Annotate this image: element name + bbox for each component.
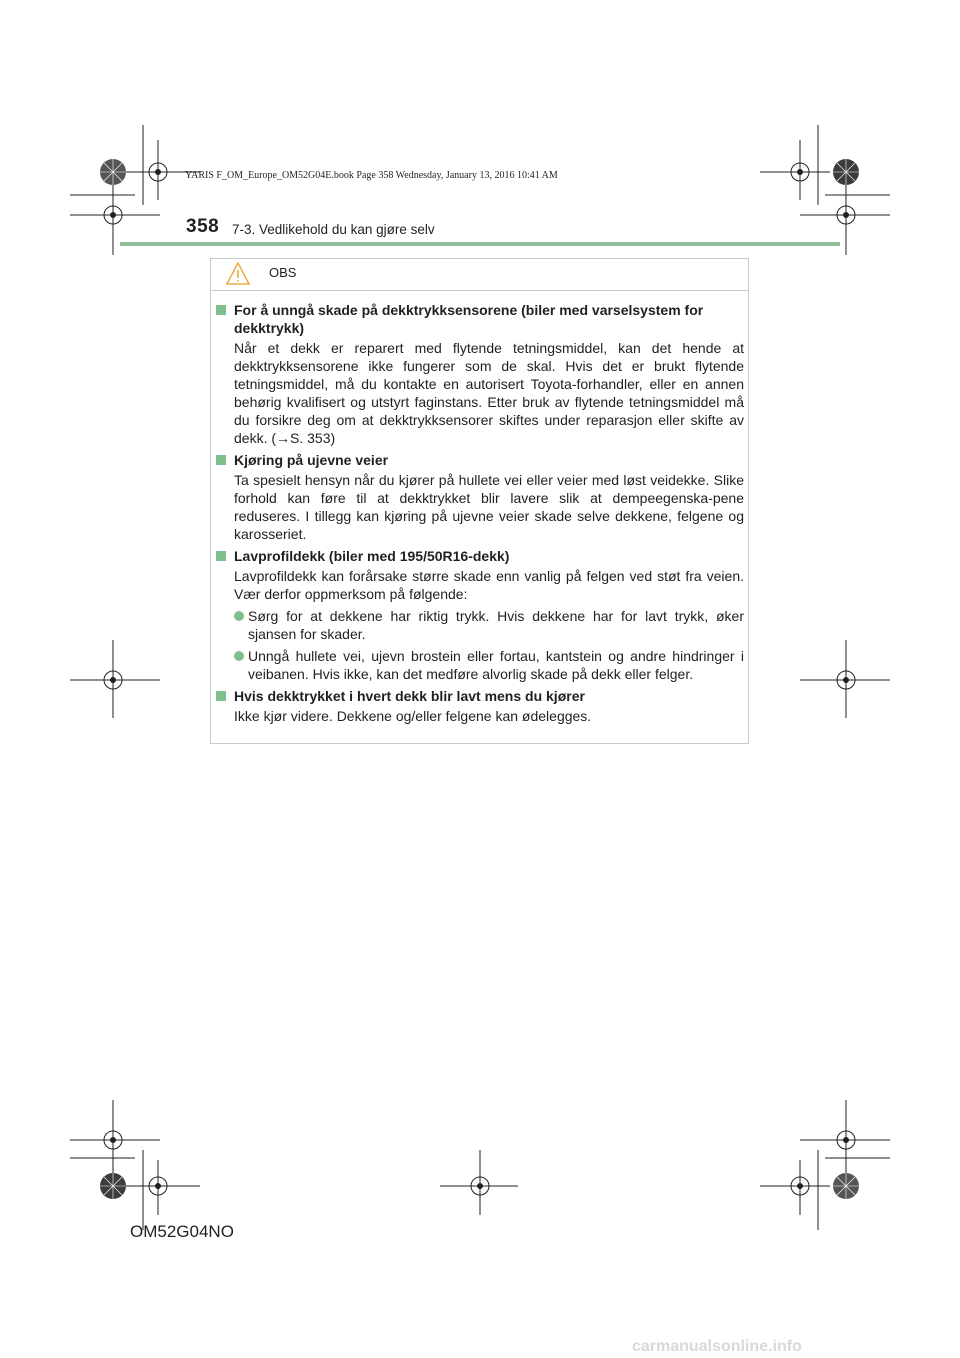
caution-item xyxy=(216,301,744,447)
caution-item xyxy=(216,451,744,543)
caution-box xyxy=(210,258,749,744)
caution-sub-item xyxy=(234,607,744,643)
section-title: 7-3. Vedlikehold du kan gjøre selv xyxy=(232,222,435,237)
footer-code: OM52G04NO xyxy=(130,1222,234,1241)
caution-item-title: Lavprofildekk (biler med 195/50R16-dekk) xyxy=(234,548,510,564)
caution-item-title: Kjøring på ujevne veier xyxy=(234,452,389,468)
caution-item-text: Lavprofildekk kan forårsake større skade enn vanlig på felgen ved støt fra veien. Vær derfor oppmerksom på følgende: xyxy=(234,568,744,602)
header-rule xyxy=(120,242,840,246)
caution-item xyxy=(216,547,744,683)
caution-body xyxy=(216,301,744,729)
caution-item xyxy=(216,687,744,725)
warning-triangle-icon xyxy=(225,261,251,287)
square-bullet-icon xyxy=(216,691,226,701)
book-info-line: YARIS F_OM_Europe_OM52G04E.book Page 358 Wednesday, January 13, 2016 10:41 AM xyxy=(185,170,558,181)
caution-sub-item xyxy=(234,647,744,683)
watermark: carmanualsonline.info xyxy=(632,1338,802,1355)
caution-item-title: Hvis dekktrykket i hvert dekk blir lavt mens du kjører xyxy=(234,688,585,704)
caution-item-title: For å unngå skade på dekktrykksensorene (biler med varselsystem for dekktrykk) xyxy=(234,302,704,336)
caution-item-text: Ikke kjør videre. Dekkene og/eller felgene kan ødelegges. xyxy=(234,708,592,724)
caution-item-text: Når et dekk er reparert med flytende tetningsmiddel, kan det hende at dekktrykksensorene ikke fungerer som de skal. Hvis det er brukt flytende tetningsmiddel, må du kontakte en autorisert Toyota-forhandler, eller en annen behørig kvalifisert og utstyrt faginstans. Etter bruk av flytende tetningsmiddel må du forsikre deg om at dekktrykksensorer skiftes under reparasjon eller skifte av dekk. (→S. 353) xyxy=(234,340,744,446)
square-bullet-icon xyxy=(216,551,226,561)
round-bullet-icon xyxy=(234,651,244,661)
square-bullet-icon xyxy=(216,455,226,465)
caution-header xyxy=(211,259,748,291)
square-bullet-icon xyxy=(216,305,226,315)
page-number: 358 xyxy=(186,216,220,237)
round-bullet-icon xyxy=(234,611,244,621)
caution-item-text: Ta spesielt hensyn når du kjører på hullete vei eller veier med løst veidekke. Slike forhold kan føre til at dekktrykket blir lavere slik at dempeegenska-pene reduseres. I tillegg kan kjøring på ujevne veier skade selve dekkene, felgene og karosseriet. xyxy=(234,472,744,542)
caution-sub-item-text: Unngå hullete vei, ujevn brostein eller fortau, kantstein og andre hindringer i veibanen. Hvis ikke, kan det medføre alvorlig skade på dekk eller felger. xyxy=(248,648,744,682)
caution-label: OBS xyxy=(269,265,297,280)
caution-sub-item-text: Sørg for at dekkene har riktig trykk. Hvis dekkene har for lavt trykk, øker sjansen for skader. xyxy=(248,608,744,642)
